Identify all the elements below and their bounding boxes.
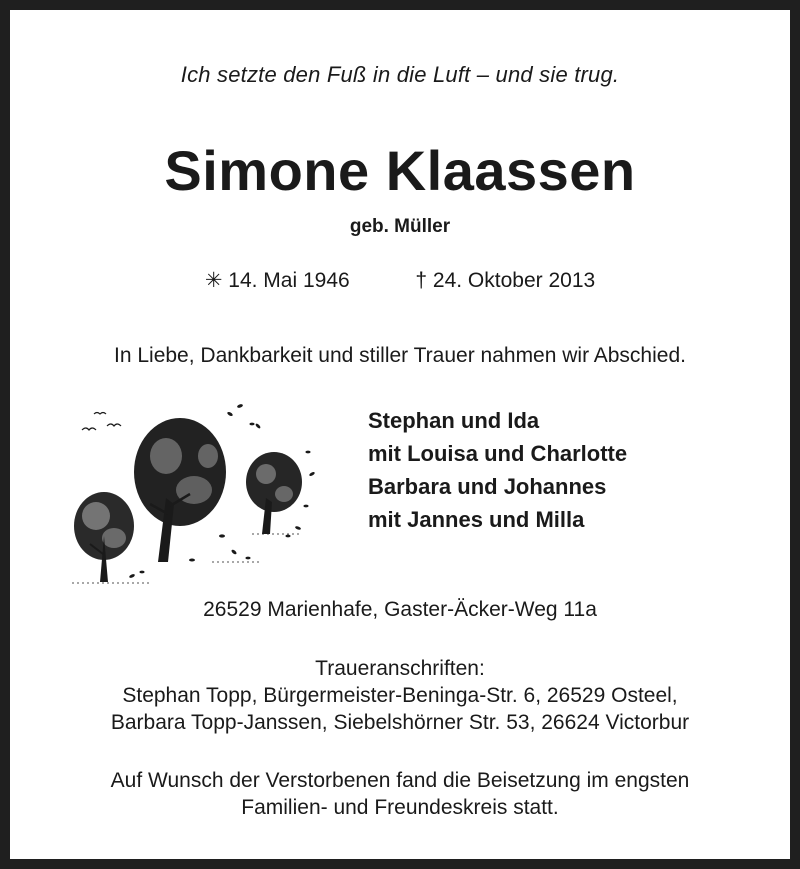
tree-middle-icon bbox=[134, 418, 226, 562]
tree-right-icon bbox=[246, 452, 302, 534]
life-dates bbox=[10, 268, 790, 293]
condolence-address-line: Barbara Topp-Janssen, Siebelshörner Str. 53, 26624 Victorbur bbox=[110, 711, 690, 734]
deceased-name: Simone Klaassen bbox=[164, 139, 636, 202]
family-address: 26529 Marienhafe, Gaster-Äcker-Weg 11a bbox=[203, 598, 597, 621]
family-line: Stephan und Ida bbox=[368, 408, 540, 433]
birth-symbol-icon: ✳ bbox=[204, 269, 223, 292]
bird-icon bbox=[82, 413, 121, 431]
family-line: mit Jannes und Milla bbox=[368, 507, 585, 532]
condolence-heading: Traueranschriften: bbox=[315, 657, 485, 680]
condolence-address-line: Stephan Topp, Bürgermeister-Beninga-Str. 6, 26529 Osteel, bbox=[122, 684, 678, 707]
burial-note-line: Auf Wunsch der Verstorbenen fand die Beisetzung im engsten bbox=[110, 769, 690, 792]
farewell-text: In Liebe, Dankbarkeit und stiller Trauer nahmen wir Abschied. bbox=[114, 344, 686, 367]
death-date: 24. Oktober 2013 bbox=[432, 269, 596, 292]
family-line: Barbara und Johannes bbox=[368, 474, 607, 499]
condolence-addresses bbox=[10, 655, 790, 736]
birth-date: 14. Mai 1946 bbox=[228, 269, 350, 292]
family-members bbox=[368, 404, 627, 536]
obituary-notice bbox=[10, 10, 790, 859]
death-symbol-icon: † bbox=[415, 269, 428, 292]
family-line: mit Louisa und Charlotte bbox=[368, 441, 628, 466]
birth-name: geb. Müller bbox=[349, 216, 451, 237]
burial-note-line: Familien- und Freundeskreis statt. bbox=[241, 796, 559, 819]
trees-in-wind-illustration bbox=[62, 386, 332, 586]
tree-left-icon bbox=[74, 492, 134, 582]
burial-note bbox=[10, 767, 790, 821]
motto-quote: Ich setzte den Fuß in die Luft – und sie trug. bbox=[180, 62, 620, 87]
